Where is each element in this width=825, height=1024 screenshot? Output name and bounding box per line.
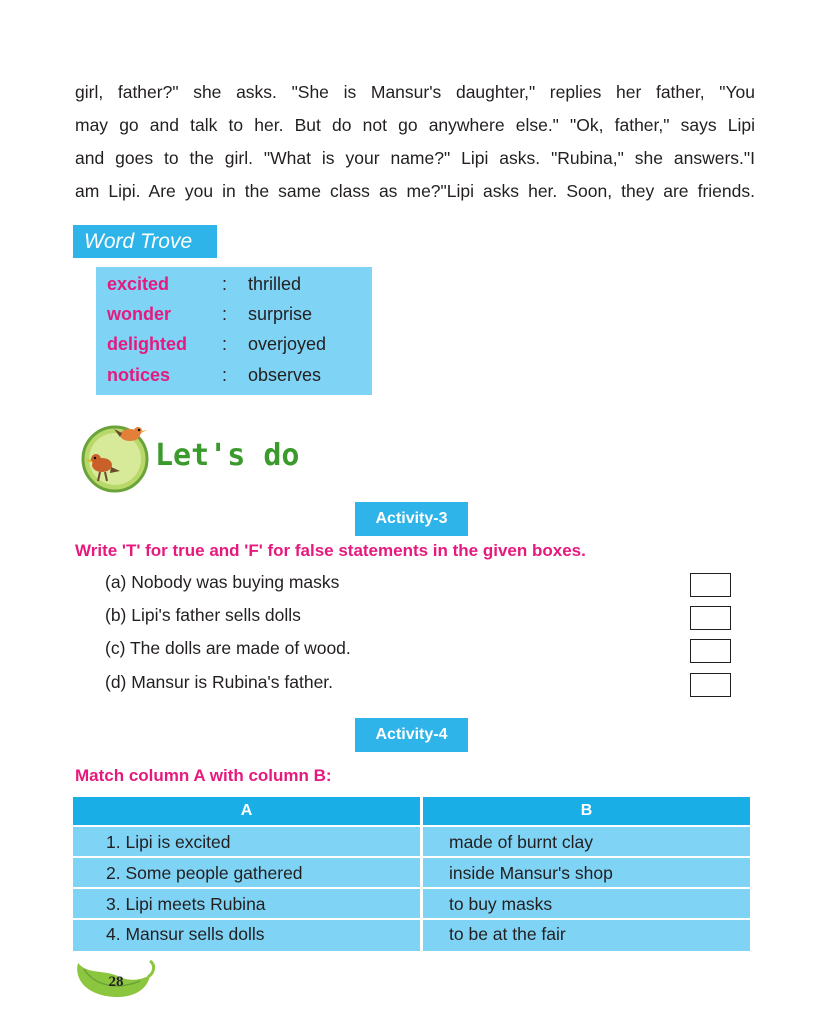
column-a-header: A xyxy=(73,797,420,825)
match-table xyxy=(73,797,750,951)
trove-meaning: observes xyxy=(248,365,322,385)
activity-3-label: Activity-3 xyxy=(355,502,468,536)
column-a-cell: 3. Lipi meets Rubina xyxy=(106,894,266,914)
trove-word: wonder xyxy=(107,304,172,324)
column-a-cell: 4. Mansur sells dolls xyxy=(106,924,265,944)
trove-word: excited xyxy=(107,274,170,294)
statement-a: (a) Nobody was buying masks xyxy=(105,572,340,592)
answer-box-d[interactable] xyxy=(690,673,731,697)
column-b-cell: made of burnt clay xyxy=(449,832,593,852)
word-trove-box xyxy=(96,267,372,395)
trove-colon: : xyxy=(222,274,228,294)
column-a-cell: 1. Lipi is excited xyxy=(106,832,231,852)
trove-meaning: overjoyed xyxy=(248,334,327,354)
paragraph-line: and goes to the girl. "What is your name?" Lipi asks. "Rubina," she answers."I xyxy=(75,148,755,168)
trove-meaning: thrilled xyxy=(248,274,302,294)
column-a-cell: 2. Some people gathered xyxy=(106,863,303,883)
paragraph-line: am Lipi. Are you in the same class as me?"Lipi asks her. Soon, they are friends. xyxy=(75,181,755,201)
column-b-cell: inside Mansur's shop xyxy=(449,863,613,883)
column-divider xyxy=(420,797,423,951)
answer-box-c[interactable] xyxy=(690,639,731,663)
lets-do-heading: Let's do xyxy=(155,438,300,473)
page-number: 28 xyxy=(108,974,124,990)
trove-colon: : xyxy=(222,334,228,354)
statement-d: (d) Mansur is Rubina's father. xyxy=(105,672,334,692)
activity-3-instruction: Write 'T' for true and 'F' for false statements in the given boxes. xyxy=(75,541,586,560)
trove-colon: : xyxy=(222,304,228,324)
column-b-cell: to buy masks xyxy=(449,894,553,914)
activity-4-label: Activity-4 xyxy=(355,718,468,752)
trove-word: delighted xyxy=(107,334,187,354)
word-trove-heading: Word Trove xyxy=(73,225,217,258)
trove-colon: : xyxy=(222,365,228,385)
answer-box-a[interactable] xyxy=(690,573,731,597)
trove-word: notices xyxy=(107,365,171,385)
activity-4-instruction: Match column A with column B: xyxy=(75,766,332,785)
paragraph-line: may go and talk to her. But do not go anywhere else." "Ok, father," says Lipi xyxy=(75,115,755,135)
trove-meaning: surprise xyxy=(248,304,313,324)
column-b-cell: to be at the fair xyxy=(449,924,566,944)
paragraph-line: girl, father?" she asks. "She is Mansur's daughter," replies her father, "You xyxy=(75,82,755,102)
answer-box-b[interactable] xyxy=(690,606,731,630)
statement-b: (b) Lipi's father sells dolls xyxy=(105,605,301,625)
statement-c: (c) The dolls are made of wood. xyxy=(105,638,351,658)
birds-icon xyxy=(78,419,152,493)
story-paragraph xyxy=(75,76,755,208)
column-b-header: B xyxy=(423,797,750,825)
